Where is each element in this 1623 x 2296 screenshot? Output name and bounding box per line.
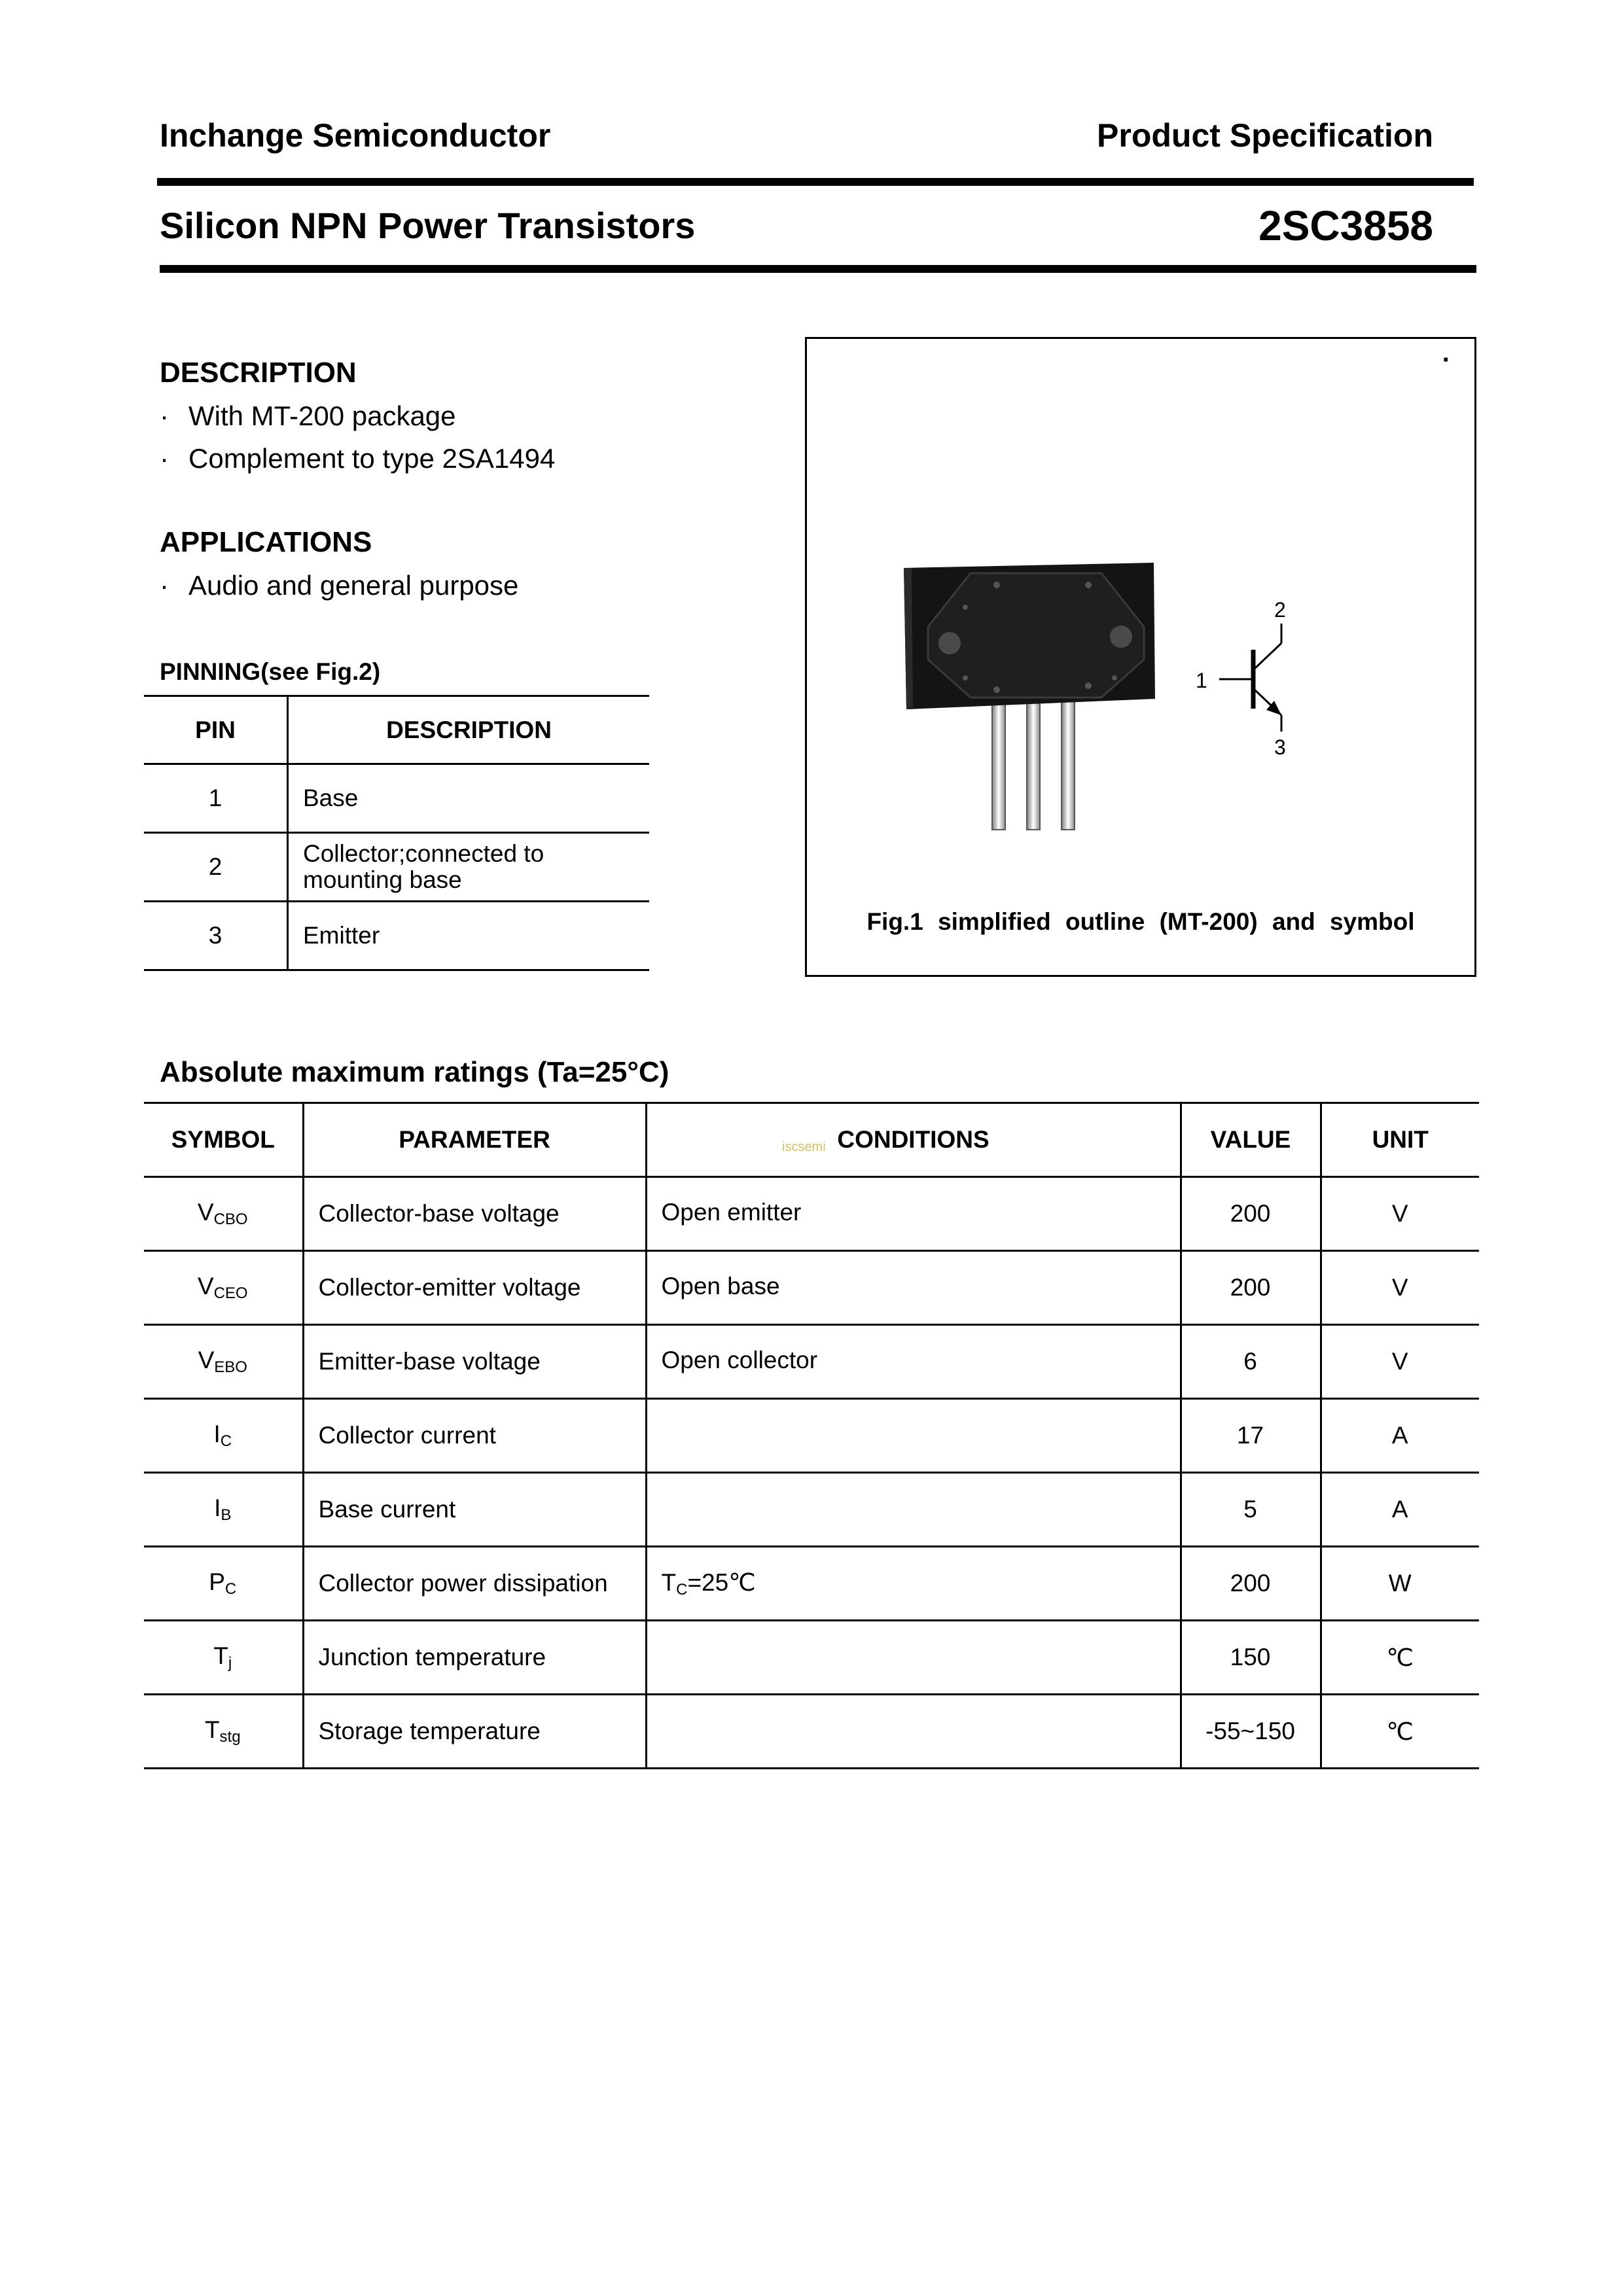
pin-number: 3 [144, 902, 288, 970]
table-row [144, 764, 649, 833]
table-row [144, 833, 649, 902]
conditions-cell: Open collector [646, 1325, 1181, 1399]
conditions-cell [646, 1473, 1181, 1547]
symbol-label-collector: 2 [1274, 598, 1286, 622]
header-rule-bottom [160, 265, 1476, 273]
unit-cell: ℃ [1321, 1695, 1479, 1769]
figure-box [805, 337, 1476, 977]
conditions-column-header: CONDITIONS [646, 1103, 1181, 1177]
conditions-cell [646, 1399, 1181, 1473]
symbol-cell: $T_{stg}$ [144, 1695, 303, 1769]
symbol-cell: $T_j$ [144, 1621, 303, 1695]
symbol-column-header: SYMBOL [144, 1103, 303, 1177]
ratings-table [144, 1102, 1479, 1769]
applications-item: · Audio and general purpose [160, 570, 519, 601]
pin-number: 2 [144, 833, 288, 902]
pinning-header-row [144, 696, 649, 764]
figure-caption: Fig.1 simplified outline (MT-200) and symbol [866, 908, 1415, 935]
pin-description: Emitter [288, 902, 650, 970]
value-cell: 200 [1181, 1547, 1321, 1621]
value-cell: 150 [1181, 1621, 1321, 1695]
conditions-cell: Open base [646, 1251, 1181, 1325]
corner-mark: · [1442, 345, 1451, 374]
pin-description: Collector;connected to mounting base [288, 833, 650, 902]
conditions-cell: $T_C=25℃$ [646, 1547, 1181, 1621]
value-cell: 6 [1181, 1325, 1321, 1399]
applications-heading: APPLICATIONS [160, 526, 372, 558]
parameter-cell: Emitter-base voltage [303, 1325, 646, 1399]
table-row [144, 1473, 1479, 1547]
ratings-heading: Absolute maximum ratings (Ta=25°C) [160, 1056, 669, 1088]
symbol-cell: $V_{EBO}$ [144, 1325, 303, 1399]
symbol-cell: $P_C$ [144, 1547, 303, 1621]
mt200-package-image [899, 555, 1160, 843]
unit-cell: V [1321, 1177, 1479, 1251]
pinning-table [144, 695, 649, 971]
symbol-cell: $V_{CEO}$ [144, 1251, 303, 1325]
symbol-label-base: 1 [1196, 669, 1207, 692]
ratings-header-row [144, 1103, 1479, 1177]
parameter-cell: Collector power dissipation [303, 1547, 646, 1621]
symbol-cell: $I_C$ [144, 1399, 303, 1473]
table-row [144, 1399, 1479, 1473]
table-row [144, 1177, 1479, 1251]
table-row [144, 1251, 1479, 1325]
description-item: · Complement to type 2SA1494 [160, 443, 556, 474]
symbol-cell: $I_B$ [144, 1473, 303, 1547]
symbol-label-emitter: 3 [1274, 735, 1286, 759]
parameter-cell: Collector-emitter voltage [303, 1251, 646, 1325]
table-row [144, 1695, 1479, 1769]
value-cell: 17 [1181, 1399, 1321, 1473]
part-number: 2SC3858 [1258, 202, 1433, 249]
table-row [144, 1547, 1479, 1621]
watermark: iscsemi [782, 1140, 826, 1154]
value-column-header: VALUE [1181, 1103, 1321, 1177]
unit-cell: W [1321, 1547, 1479, 1621]
unit-cell: A [1321, 1399, 1479, 1473]
parameter-cell: Base current [303, 1473, 646, 1547]
conditions-cell [646, 1621, 1181, 1695]
value-cell: 200 [1181, 1177, 1321, 1251]
conditions-cell: Open emitter [646, 1177, 1181, 1251]
table-row [144, 1325, 1479, 1399]
parameter-column-header: PARAMETER [303, 1103, 646, 1177]
unit-cell: ℃ [1321, 1621, 1479, 1695]
unit-cell: V [1321, 1251, 1479, 1325]
pinning-heading: PINNING(see Fig.2) [160, 658, 381, 685]
table-row [144, 902, 649, 970]
product-line: Silicon NPN Power Transistors [160, 205, 696, 246]
symbol-cell: $V_{CBO}$ [144, 1177, 303, 1251]
value-cell: 5 [1181, 1473, 1321, 1547]
table-row [144, 1621, 1479, 1695]
parameter-cell: Junction temperature [303, 1621, 646, 1695]
document-type: Product Specification [1097, 117, 1433, 154]
pin-description: Base [288, 764, 650, 833]
parameter-cell: Storage temperature [303, 1695, 646, 1769]
header-rule-top [157, 178, 1474, 186]
parameter-cell: Collector-base voltage [303, 1177, 646, 1251]
description-heading: DESCRIPTION [160, 357, 357, 389]
value-cell: -55~150 [1181, 1695, 1321, 1769]
description-item: · With MT-200 package [160, 400, 456, 431]
description-column-header: DESCRIPTION [288, 696, 650, 764]
npn-symbol-icon [1193, 591, 1324, 774]
parameter-cell: Collector current [303, 1399, 646, 1473]
unit-cell: A [1321, 1473, 1479, 1547]
conditions-cell [646, 1695, 1181, 1769]
pin-number: 1 [144, 764, 288, 833]
unit-cell: V [1321, 1325, 1479, 1399]
company-name: Inchange Semiconductor [160, 117, 551, 154]
pin-column-header: PIN [144, 696, 288, 764]
value-cell: 200 [1181, 1251, 1321, 1325]
unit-column-header: UNIT [1321, 1103, 1479, 1177]
